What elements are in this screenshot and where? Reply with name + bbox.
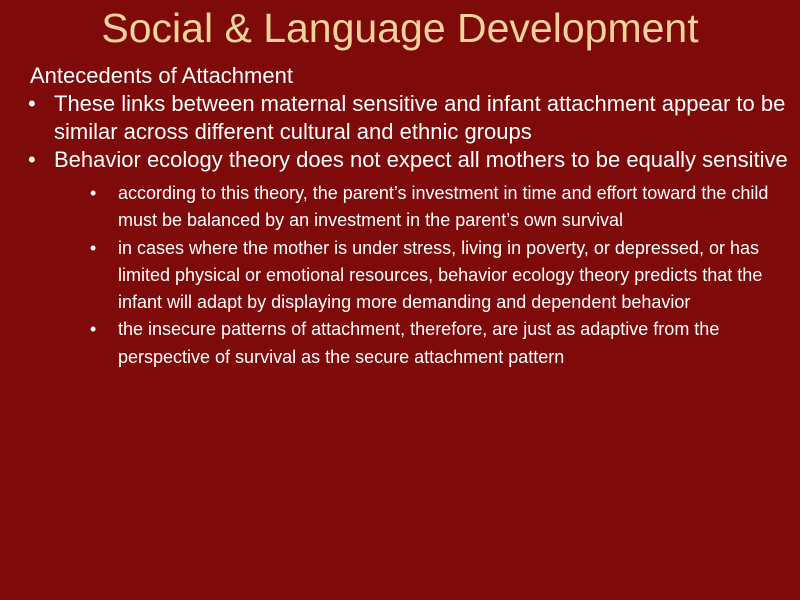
bullet-text: These links between maternal sensitive and infant attachment appear to be similar across different cultural and ethnic groups	[54, 91, 786, 144]
slide-content	[24, 62, 794, 371]
sub-bullet-text: the insecure patterns of attachment, therefore, are just as adaptive from the perspective of survival as the secure attachment pattern	[118, 319, 720, 367]
sub-bullet-text: in cases where the mother is under stress, living in poverty, or depressed, or has limited physical or emotional resources, behavior ecology theory predicts that the infant will adapt by displaying more demanding and dependent behavior	[118, 237, 763, 313]
bullet-item	[24, 90, 794, 146]
sub-bullet-icon: •	[90, 237, 97, 258]
sub-bullet-icon: •	[90, 183, 97, 203]
sub-bullet-item	[54, 180, 794, 235]
bullet-icon: •	[28, 91, 36, 116]
bullet-item	[24, 146, 794, 371]
slide-title: Social & Language Development	[101, 5, 699, 51]
sub-bullet-text: according to this theory, the parent’s investment in time and effort toward the child must be balanced by an investment in the parent’s own survival	[118, 183, 769, 231]
sub-bullet-item	[54, 235, 794, 317]
bullet-list	[24, 90, 794, 371]
bullet-icon: •	[28, 147, 36, 172]
bullet-text: Behavior ecology theory does not expect all mothers to be equally sensitive	[54, 147, 788, 172]
sub-bullet-icon: •	[90, 319, 97, 340]
slide-subheading: Antecedents of Attachment	[30, 63, 293, 88]
sub-bullet-item	[54, 316, 794, 371]
sub-bullet-list	[54, 180, 794, 371]
